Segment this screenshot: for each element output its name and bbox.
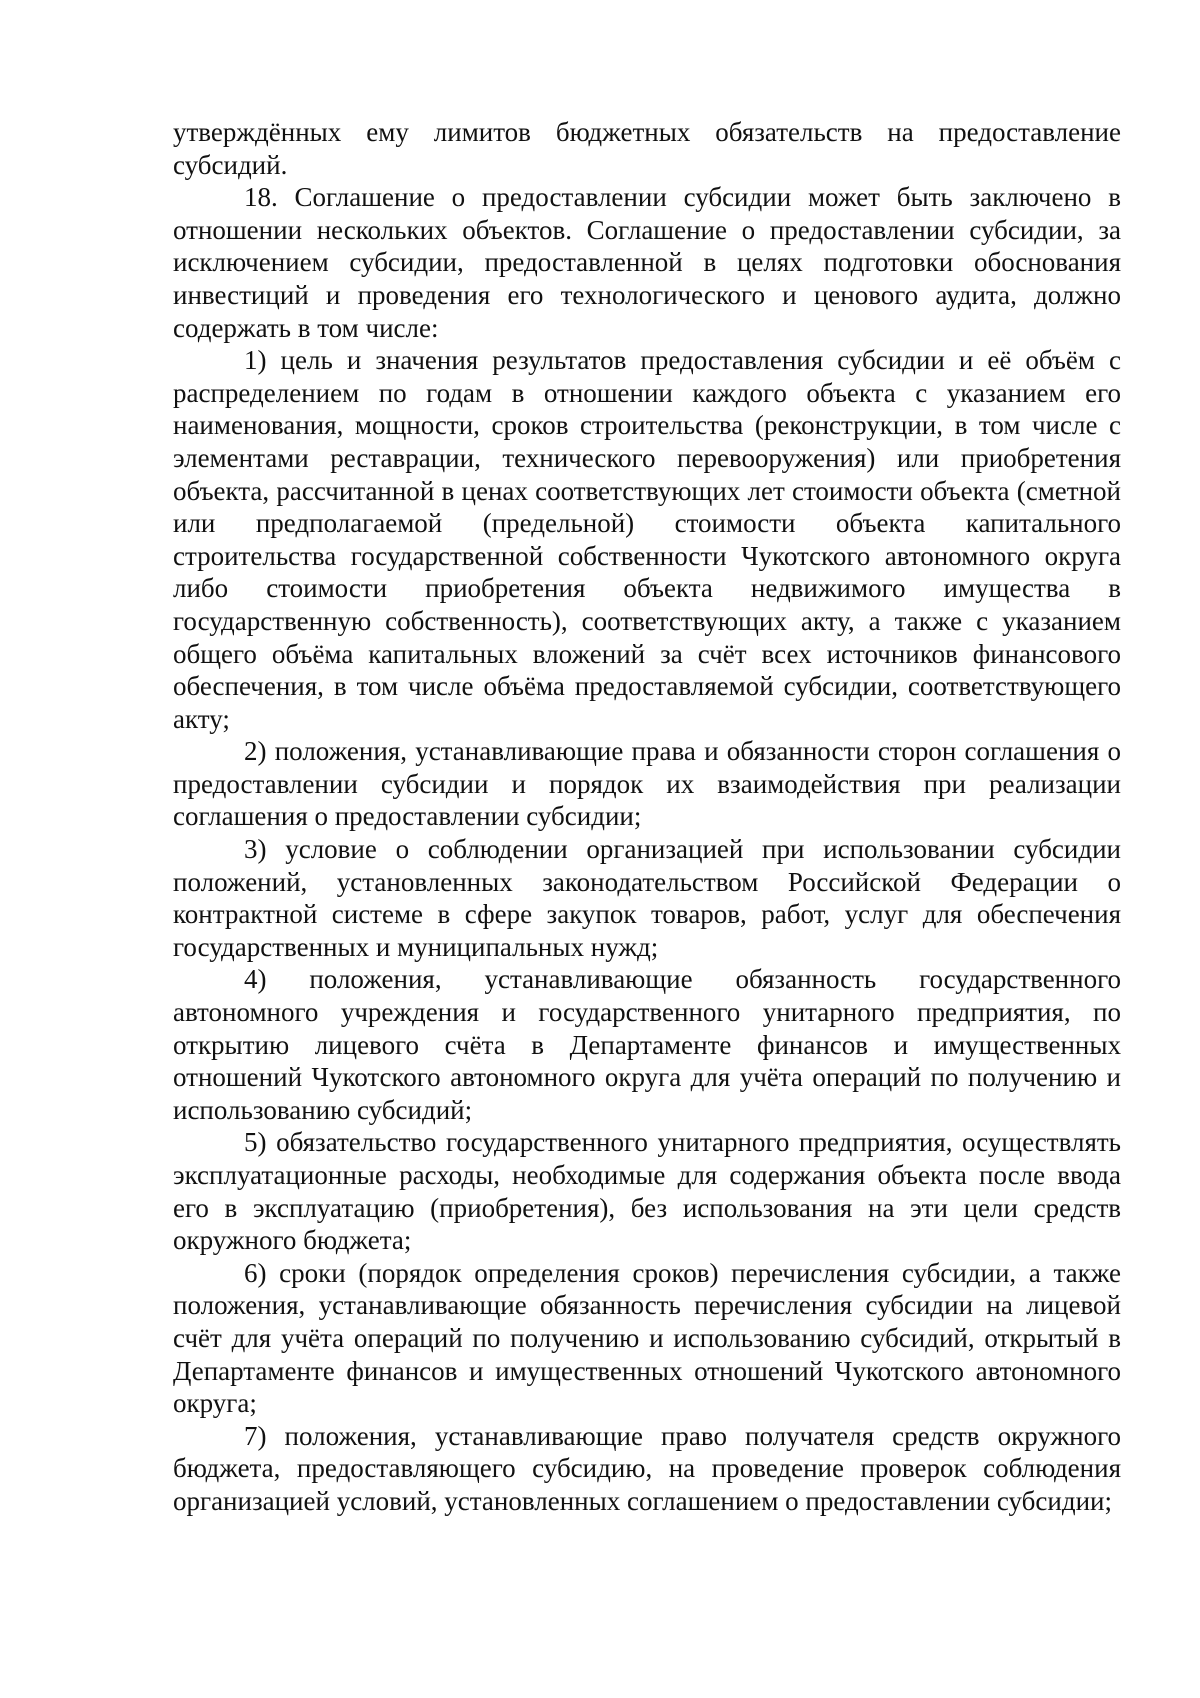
document-page	[173, 116, 1121, 1518]
list-item-4: 4) положения, устанавливающие обязанность государственного автономного учреждения и государственного унитарного предприятия, по открытию лицевого счёта в Департаменте финансов и имущественных отношений Чукотского автономного округа для учёта операций по получению и использованию субсидий;	[173, 964, 1121, 1125]
list-item-2: 2) положения, устанавливающие права и обязанности сторон соглашения о предоставлении субсидии и порядок их взаимодействия при реализации соглашения о предоставлении субсидии;	[173, 736, 1121, 832]
paragraph-clause-18: 18. Соглашение о предоставлении субсидии может быть заключено в отношении нескольких объектов. Соглашение о предоставлении субсидии, за исключением субсидии, предоставленной в целях подготовки обоснования инвестиций и проведения его технологического и ценового аудита, должно содержать в том числе:	[173, 182, 1121, 343]
list-item-1: 1) цель и значения результатов предоставления субсидии и её объём с распределением по годам в отношении каждого объекта с указанием его наименования, мощности, сроков строительства (реконструкции, в том числе с элементами реставрации, технического перевооружения) или приобретения объекта, рассчитанной в ценах соответствующих лет стоимости объекта (сметной или предполагаемой (предельной) стоимости объекта капитального строительства государственной собственности Чукотского автономного округа либо стоимости приобретения объекта недвижимого имущества в государственную собственность), соответствующих акту, а также с указанием общего объёма капитальных вложений за счёт всех источников финансового обеспечения, в том числе объёма предоставляемой субсидии, соответствующего акту;	[173, 345, 1121, 734]
paragraph-continuation: утверждённых ему лимитов бюджетных обязательств на предоставление субсидий.	[173, 117, 1121, 180]
list-item-3: 3) условие о соблюдении организацией при использовании субсидии положений, установленных законодательством Российской Федерации о контрактной системе в сфере закупок товаров, работ, услуг для обеспечения государственных и муниципальных нужд;	[173, 834, 1121, 962]
list-item-5: 5) обязательство государственного унитарного предприятия, осуществлять эксплуатационные расходы, необходимые для содержания объекта после ввода его в эксплуатацию (приобретения), без использования на эти цели средств окружного бюджета;	[173, 1127, 1121, 1256]
list-item-6: 6) сроки (порядок определения сроков) перечисления субсидии, а также положения, устанавливающие обязанность перечисления субсидии на лицевой счёт для учёта операций по получению и использованию субсидий, открытый в Департаменте финансов и имущественных отношений Чукотского автономного округа;	[173, 1257, 1121, 1419]
list-item-7: 7) положения, устанавливающие право получателя средств окружного бюджета, предоставляющего субсидию, на проведение проверок соблюдения организацией условий, установленных соглашением о предоставлении субсидии;	[173, 1420, 1121, 1516]
